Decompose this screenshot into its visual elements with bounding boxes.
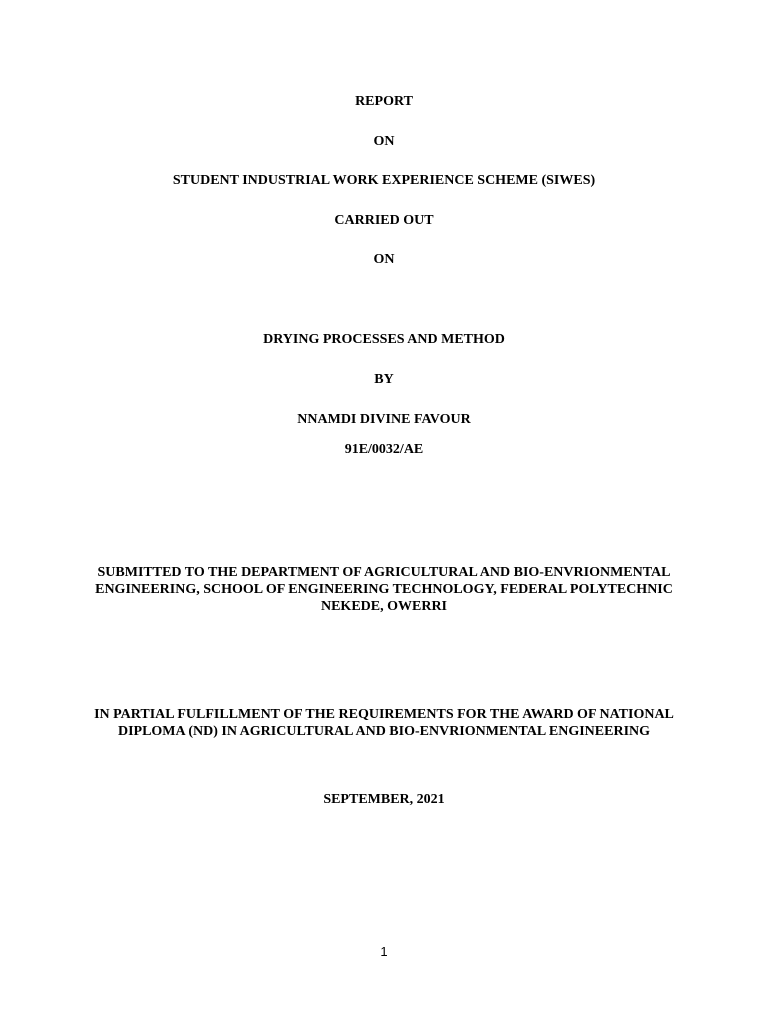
fulfillment-line: IN PARTIAL FULFILLMENT OF THE REQUIREMENTS FOR THE AWARD OF NATIONAL [94, 707, 674, 722]
author-name: NNAMDI DIVINE FAVOUR [297, 412, 471, 427]
fulfillment-paragraph [90, 706, 678, 740]
submitted-line: SUBMITTED TO THE DEPARTMENT OF AGRICULTURAL AND BIO-ENVRIONMENTAL [97, 565, 671, 580]
submitted-line: NEKEDE, OWERRI [320, 599, 448, 614]
page-number: 1 [380, 944, 388, 959]
fulfillment-line: DIPLOMA (ND) IN AGRICULTURAL AND BIO-ENVRIONMENTAL ENGINEERING [117, 724, 651, 739]
by-text: BY [374, 372, 394, 387]
submitted-to-paragraph [90, 564, 678, 615]
on-text-1: ON [373, 134, 395, 149]
carried-out-text: CARRIED OUT [334, 213, 434, 228]
submitted-line: ENGINEERING, SCHOOL OF ENGINEERING TECHNOLOGY, FEDERAL POLYTECHNIC [95, 582, 673, 597]
topic-title: DRYING PROCESSES AND METHOD [263, 332, 505, 347]
submission-date: SEPTEMBER, 2021 [323, 792, 445, 807]
on-text-2: ON [373, 252, 395, 267]
report-heading: REPORT [355, 94, 413, 109]
scheme-title: STUDENT INDUSTRIAL WORK EXPERIENCE SCHEME (SIWES) [172, 173, 596, 188]
matric-number: 91E/0032/AE [344, 442, 424, 457]
